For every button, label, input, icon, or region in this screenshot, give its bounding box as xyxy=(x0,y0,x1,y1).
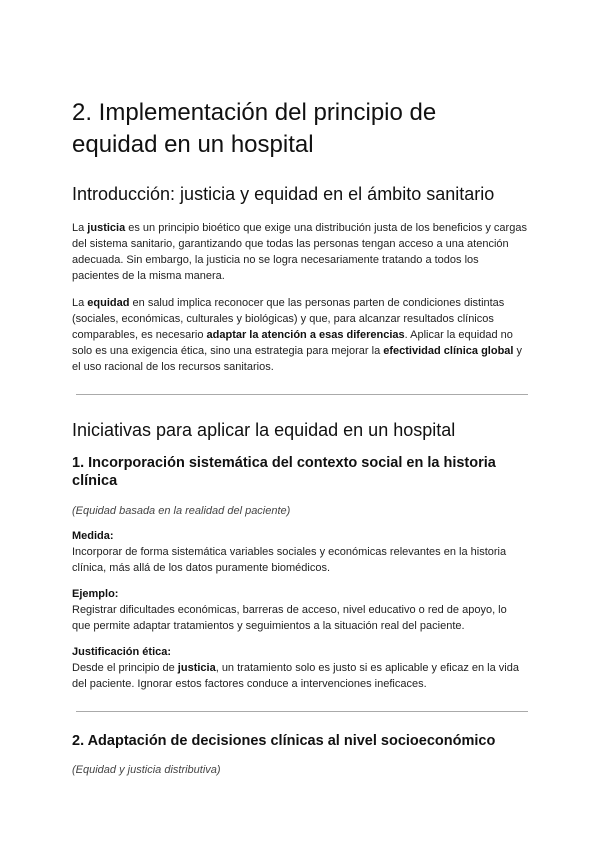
intro-heading: Introducción: justicia y equidad en el ámbito sanitario xyxy=(72,184,495,204)
bold-justicia-2: justicia xyxy=(177,662,216,674)
medida-text: Incorporar de forma sistemática variables sociales y económicas relevantes en la historia clínica, más allá de los datos puramente biomédicos. xyxy=(72,546,507,574)
divider-2 xyxy=(76,711,528,712)
medida-label: Medida: xyxy=(72,530,114,542)
initiative-1-heading: 1. Incorporación sistemática del contexto social en la historia clínica xyxy=(72,455,496,489)
initiative-2-subtitle: (Equidad y justicia distributiva) xyxy=(72,764,221,776)
intro-paragraph-2: La equidad en salud implica reconocer que las personas parten de condiciones distintas (sociales, económicas, culturales y biológicas) y que, para alcanzar resultados clínicos comparables, es necesario adaptar la atención a esas diferencias. Aplicar la equidad no solo es una exigencia ética, sino una estrategia para mejorar la efectividad clínica global y el uso racional de los recursos sanitarios. xyxy=(72,297,523,373)
divider-1 xyxy=(76,394,528,395)
bold-equidad: equidad xyxy=(87,297,130,309)
ejemplo-text: Registrar dificultades económicas, barreras de acceso, nivel educativo o red de apoyo, lo que permite adaptar tratamientos y seguimientos a la situación real del paciente. xyxy=(72,604,507,632)
page-title: 2. Implementación del principio de equidad en un hospital xyxy=(72,99,437,158)
bold-adaptar: adaptar la atención a esas diferencias xyxy=(206,329,405,341)
initiative-1-subtitle: (Equidad basada en la realidad del paciente) xyxy=(72,505,291,517)
initiatives-heading: Iniciativas para aplicar la equidad en un hospital xyxy=(72,420,456,440)
bold-efectividad: efectividad clínica global xyxy=(383,345,514,357)
initiative-2-heading: 2. Adaptación de decisiones clínicas al nivel socioeconómico xyxy=(72,733,496,749)
intro-paragraph-1: La justicia es un principio bioético que exige una distribución justa de los beneficios y cargas del sistema sanitario, garantizando que todas las personas tengan acceso a una atención adecuada. Sin embargo, la justicia no se logra necesariamente tratando a todos los pacientes de la misma manera. xyxy=(72,222,527,282)
justificacion-label: Justificación ética: xyxy=(72,646,172,658)
bold-justicia: justicia xyxy=(87,222,126,234)
justificacion-text: Desde el principio de justicia, un tratamiento solo es justo si es aplicable y eficaz en la vida del paciente. Ignorar estos factores conduce a intervenciones ineficaces. xyxy=(72,662,519,690)
ejemplo-label: Ejemplo: xyxy=(72,588,119,600)
